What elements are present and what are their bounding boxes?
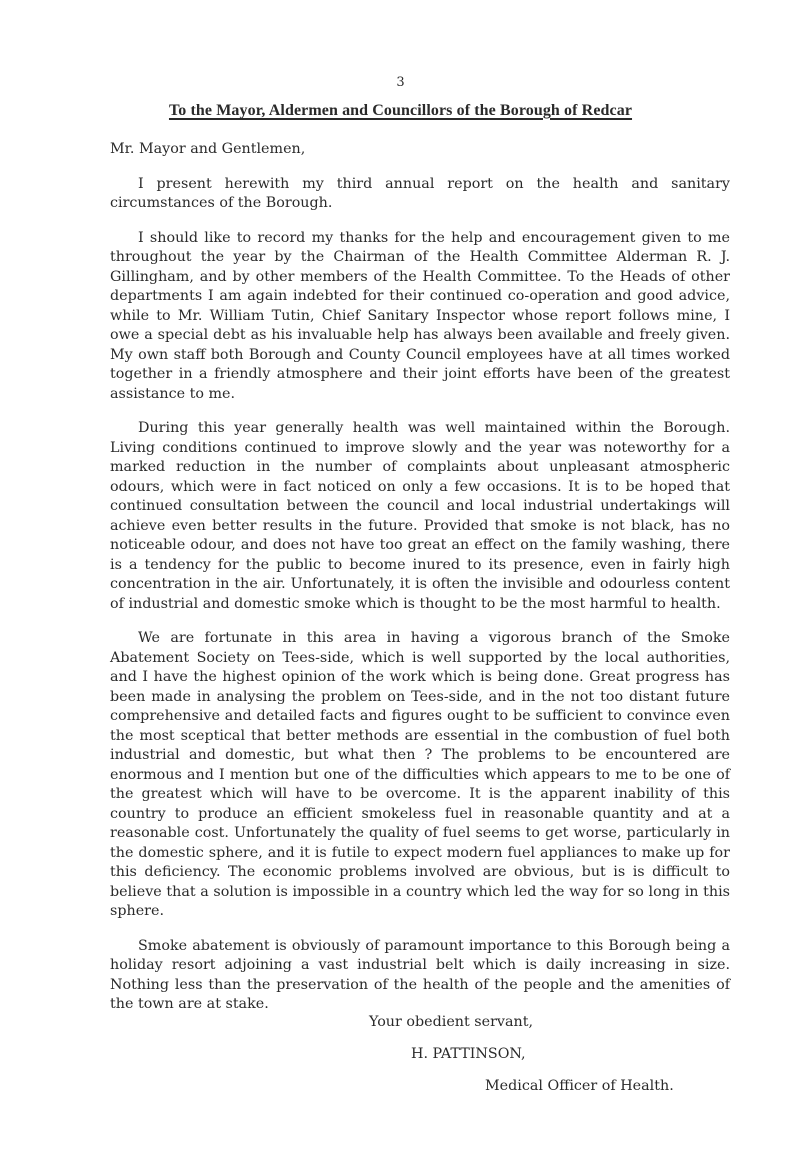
paragraph-conclusion: Smoke abatement is obviously of paramount importance to this Borough being a holiday resort adjoining a vast industrial belt which is daily increasing in size. Nothing less than the preservation of the health of the people and the amenities of the town are at stake. — [110, 937, 730, 1012]
paragraph-smoke-abatement-society: We are fortunate in this area in having a vigorous branch of the Smoke Abatement Society on Tees-side, which is well supported by the local authorities, and I have the highest opinion of the work which is being done. Great progress has been made in analysing the problem on Tees-side, and in the not too distant future comprehensive and detailed facts and figures ought to be sufficient to convince even the most sceptical that better methods are essential in the combustion of fuel both industrial and domestic, but what then ? The problems to be encountered are enormous and I mention but one of the difficulties which appears to me to be one of the greatest which will have to be overcome. It is the apparent inability of this country to produce an efficient smokeless fuel in reasonable quantity and at a reasonable cost. Unfortunately the quality of fuel seems to get worse, particularly in the domestic sphere, and it is futile to expect modern fuel appliances to make up for this deficiency. The economic problems involved are obvious, but is is difficult to believe that a solution is impossible in a country which led the way for so long in this sphere. — [110, 630, 730, 919]
page-number: 3 — [396, 75, 405, 90]
paragraph-health-conditions: During this year generally health was well maintained within the Borough. Living conditions continued to improve slowly and the year was noteworthy for a marked reduction in the number of complaints about unpleasant atmospheric odours, which were in fact noticed on only a few occasions. It is to be hoped that continued consultation between the council and local industrial undertakings will achieve even better results in the future. Provided that smoke is not black, has no noticeable odour, and does not have too great an effect on the family washing, there is a tendency for the public to become inured to its presence, even in fairly high concentration in the air. Unfortunately, it is often the invisible and odourless content of industrial and domestic smoke which is thought to be the most harmful to health. — [110, 420, 730, 612]
letter-heading — [0, 100, 801, 122]
paragraph-intro: I present herewith my third annual report on the health and sanitary circumstances of the Borough. — [110, 175, 730, 211]
valediction: Your obedient servant, — [369, 1014, 534, 1030]
letter-body — [110, 140, 730, 1030]
signatory-title: Medical Officer of Health. — [485, 1078, 674, 1094]
signatory-name: H. PATTINSON, — [411, 1046, 526, 1062]
salutation: Mr. Mayor and Gentlemen, — [110, 141, 306, 157]
letter-heading-text: To the Mayor, Aldermen and Councillors of the Borough of Redcar — [168, 102, 633, 119]
paragraph-thanks: I should like to record my thanks for the help and encouragement given to me throughout the year by the Chairman of the Health Committee Alderman R. J. Gillingham, and by other members of the Health Committee. To the Heads of other departments I am again indebted for their continued co-operation and good advice, while to Mr. William Tutin, Chief Sanitary Inspector whose report follows mine, I owe a special debt as his invaluable help has always been available and freely given. My own staff both Borough and County Council employees have at all times worked together in a friendly atmosphere and their joint efforts have been of the greatest assistance to me. — [110, 229, 730, 402]
